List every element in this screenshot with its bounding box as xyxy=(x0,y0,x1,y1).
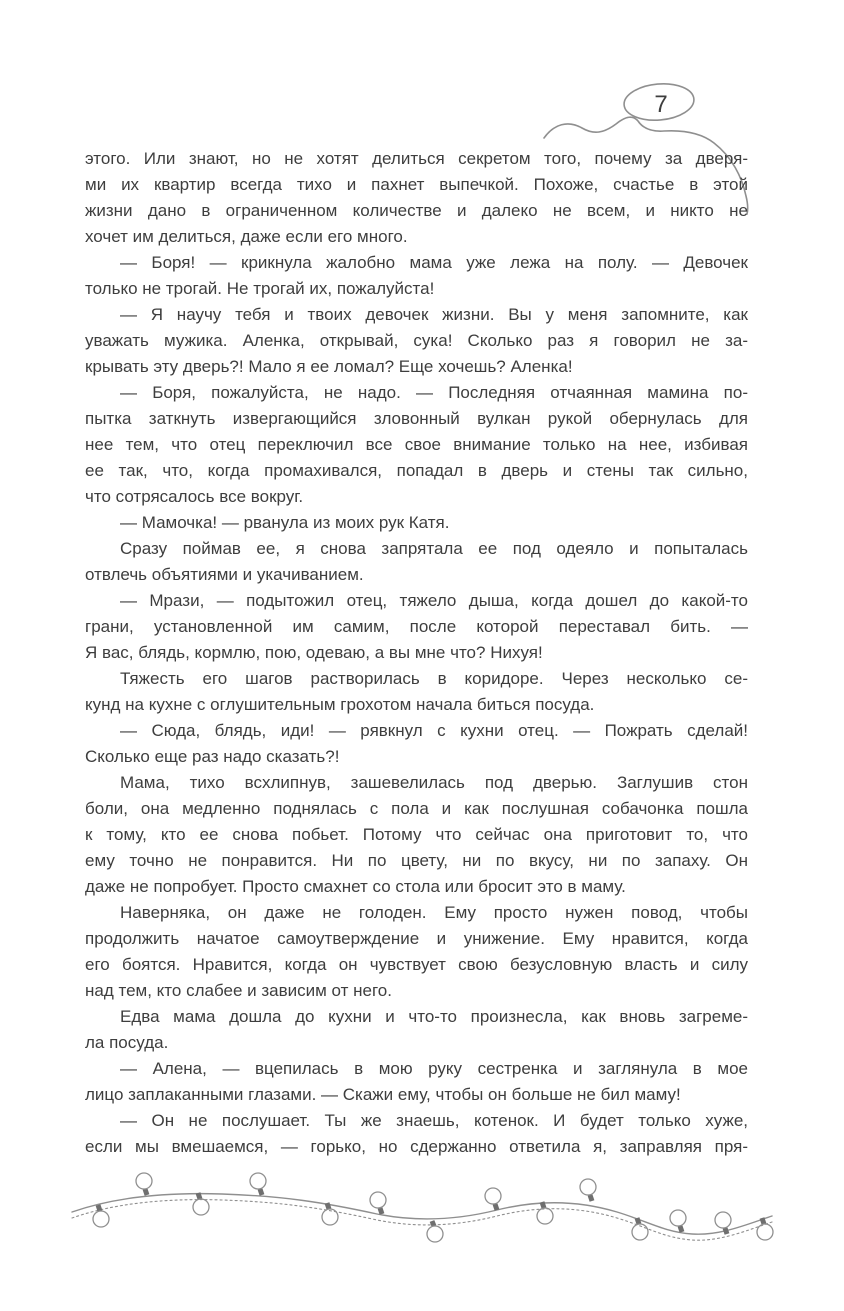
text-line: боли, она медленно поднялась с пола и как послушная собачонка пошла xyxy=(85,799,748,818)
text-line: Сразу поймав ее, я снова запрятала ее под одеяло и попыталась xyxy=(120,539,748,558)
paragraph xyxy=(85,1056,748,1108)
light-bulb xyxy=(757,1218,773,1240)
text-line: Едва мама дошла до кухни и что-то произнесла, как вновь загреме- xyxy=(120,1007,748,1026)
paragraph xyxy=(85,666,748,718)
text-line: — Алена, — вцепилась в мою руку сестренка и заглянула в мое xyxy=(120,1059,748,1078)
text-line: жизни дано в ограниченном количестве и далеко не всем, и никто не xyxy=(85,201,748,220)
string-lights-garland-icon xyxy=(72,1170,772,1246)
text-line: этого. Или знают, но не хотят делиться секретом того, почему за дверя- xyxy=(85,149,748,168)
paragraph xyxy=(85,302,748,380)
text-line: пытка заткнуть извергающийся зловонный вулкан рукой обернулась для xyxy=(85,409,748,428)
paragraph xyxy=(85,718,748,770)
text-line: хочет им делиться, даже если его много. xyxy=(85,227,408,246)
text-line: если мы вмешаемся, — горько, но сдержанно ответила я, заправляя пря- xyxy=(85,1137,748,1156)
paragraph xyxy=(85,146,748,250)
light-bulb xyxy=(537,1202,553,1224)
paragraph xyxy=(85,588,748,666)
text-line: ее так, что, когда промахивался, попадал в дверь и стены так сильно, xyxy=(85,461,748,480)
text-line: — Боря! — крикнула жалобно мама уже лежа на полу. — Девочек xyxy=(120,253,748,272)
paragraph xyxy=(85,536,748,588)
text-line: продолжить начатое самоутверждение и унижение. Ему нравится, когда xyxy=(85,929,748,948)
paragraph xyxy=(85,510,748,536)
text-line: даже не попробует. Просто смахнет со стола или бросит это в маму. xyxy=(85,877,626,896)
text-line: что сотрясалось все вокруг. xyxy=(85,487,304,506)
text-line: ми их квартир всегда тихо и пахнет выпечкой. Похоже, счастье в этой xyxy=(85,175,748,194)
text-line: отвлечь объятиями и укачиванием. xyxy=(85,565,364,584)
light-bulb xyxy=(250,1173,266,1195)
paragraph xyxy=(85,380,748,510)
text-line: Я вас, блядь, кормлю, пою, одеваю, а вы мне что? Нихуя! xyxy=(85,643,543,662)
text-line: ему точно не понравится. Ни по цвету, ни по вкусу, ни по запаху. Он xyxy=(85,851,748,870)
light-bulb xyxy=(580,1179,596,1201)
paragraph xyxy=(85,900,748,1004)
text-line: Наверняка, он даже не голоден. Ему просто нужен повод, чтобы xyxy=(120,903,748,922)
paragraph xyxy=(85,1108,748,1160)
text-line: к тому, кто ее снова побьет. Потому что сейчас она приготовит то, что xyxy=(85,825,748,844)
text-line: только не трогай. Не трогай их, пожалуйста! xyxy=(85,279,435,298)
text-line: — Он не послушает. Ты же знаешь, котенок. И будет только хуже, xyxy=(120,1111,748,1130)
text-line: крывать эту дверь?! Мало я ее ломал? Еще хочешь? Аленка! xyxy=(85,357,573,376)
text-line: кунд на кухне с оглушительным грохотом начала биться посуда. xyxy=(85,695,595,714)
paragraph xyxy=(85,250,748,302)
text-line: Мама, тихо всхлипнув, зашевелилась под дверью. Заглушив стон xyxy=(120,773,748,792)
text-line: грани, установленной им самим, после которой переставал бить. — xyxy=(85,617,748,636)
light-bulb xyxy=(670,1210,686,1232)
light-bulb xyxy=(136,1173,152,1195)
light-bulb xyxy=(427,1221,443,1242)
light-bulb xyxy=(193,1193,209,1215)
page-number: 7 xyxy=(654,91,668,118)
text-line: нее тем, что отец переключил все свое внимание только на нее, избивая xyxy=(85,435,748,454)
text-line: — Мрази, — подытожил отец, тяжело дыша, когда дошел до какой-то xyxy=(120,591,748,610)
light-bulb xyxy=(485,1188,501,1210)
text-line: — Я научу тебя и твоих девочек жизни. Вы у меня запомните, как xyxy=(120,305,748,324)
light-bulb xyxy=(370,1192,386,1214)
page-text xyxy=(85,146,748,1160)
text-line: — Боря, пожалуйста, не надо. — Последняя отчаянная мамина по- xyxy=(120,383,748,402)
text-line: ла посуда. xyxy=(85,1033,169,1052)
paragraph xyxy=(85,770,748,900)
text-line: лицо заплаканными глазами. — Скажи ему, чтобы он больше не бил маму! xyxy=(85,1085,681,1104)
footer-garland xyxy=(72,1170,772,1246)
text-line: Тяжесть его шагов растворилась в коридоре. Через несколько се- xyxy=(120,669,748,688)
text-line: над тем, кто слабее и зависим от него. xyxy=(85,981,392,1000)
paragraph xyxy=(85,1004,748,1056)
text-line: — Сюда, блядь, иди! — рявкнул с кухни отец. — Пожрать сделай! xyxy=(120,721,748,740)
text-line: его боятся. Нравится, когда он чувствует свою безусловную власть и силу xyxy=(85,955,748,974)
text-line: Сколько еще раз надо сказать?! xyxy=(85,747,340,766)
text-line: — Мамочка! — рванула из моих рук Катя. xyxy=(120,513,450,532)
text-line: уважать мужика. Аленка, открывай, сука! Сколько раз я говорил не за- xyxy=(85,331,748,350)
